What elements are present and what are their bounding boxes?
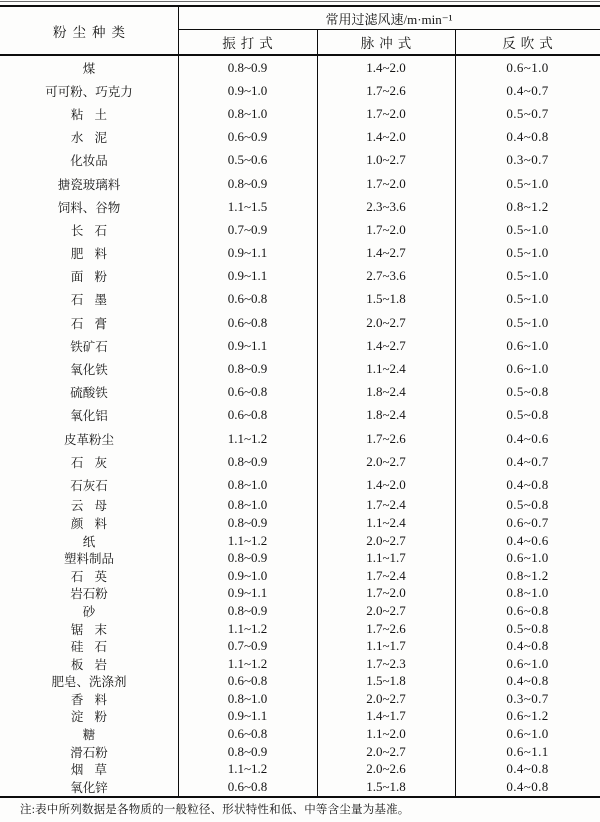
- dust-type-cell: 淀 粉: [70, 710, 108, 725]
- dust-type-cell: 石 膏: [70, 316, 108, 331]
- dust-type-cell: 岩石粉: [70, 587, 108, 602]
- speed-value-cell: 0.4~0.8: [506, 129, 549, 145]
- dust-type-cell: 可可粉、巧克力: [45, 84, 133, 99]
- speed-value-cell: 0.6~1.2: [506, 708, 549, 724]
- dust-type-cell: 糖: [82, 728, 96, 743]
- speed-value-cell: 2.0~2.7: [366, 453, 406, 469]
- speed-value-cell: 0.6~1.0: [506, 726, 549, 742]
- speed-value-cell: 0.4~0.7: [506, 82, 549, 98]
- speed-value-cell: 2.7~3.6: [366, 268, 406, 284]
- speed-value-cell: 0.5~1.0: [506, 268, 549, 284]
- table-row: [0, 126, 600, 149]
- speed-value-cell: 1.4~1.7: [366, 708, 406, 724]
- speed-value-cell: 2.0~2.6: [366, 761, 406, 777]
- col-header-dust-type: 粉尘种类: [53, 24, 131, 40]
- table-row: [0, 450, 600, 473]
- dust-type-cell: 粘 土: [70, 107, 108, 122]
- speed-value-cell: 2.0~2.7: [366, 602, 406, 618]
- table-row: [0, 102, 600, 125]
- speed-value-cell: 1.1~2.4: [366, 514, 406, 530]
- table-row: [0, 242, 600, 265]
- table-row: [0, 760, 600, 778]
- table-row: [0, 427, 600, 450]
- speed-value-cell: 0.5~1.0: [506, 245, 549, 261]
- speed-value-cell: 1.1~1.2: [227, 655, 268, 671]
- dust-type-cell: 氧化铁: [70, 363, 108, 378]
- dust-type-cell: 云 母: [70, 499, 108, 514]
- speed-value-cell: 1.7~2.6: [366, 620, 406, 636]
- table-row: [0, 532, 600, 550]
- speed-value-cell: 1.1~1.2: [227, 620, 268, 636]
- speed-value-cell: 0.3~0.7: [506, 152, 549, 168]
- dust-type-cell: 香 料: [70, 692, 108, 707]
- speed-value-cell: 0.6~0.9: [227, 129, 268, 145]
- speed-value-cell: 1.1~1.5: [227, 198, 268, 214]
- table-row: [0, 497, 600, 515]
- table-row: [0, 778, 600, 796]
- footnote: 注:表中所列数据是各物质的一般粒径、形状特性和低、中等含尘量为基准。: [20, 804, 410, 816]
- table-row: [0, 357, 600, 380]
- speed-value-cell: 0.6~1.0: [506, 59, 549, 75]
- speed-value-cell: 0.6~0.8: [227, 384, 268, 400]
- table-row: [0, 655, 600, 673]
- dust-type-cell: 铁矿石: [70, 339, 108, 354]
- speed-value-cell: 0.4~0.8: [506, 673, 549, 689]
- speed-value-cell: 1.4~2.7: [366, 245, 406, 261]
- speed-value-cell: 0.8~1.0: [227, 497, 268, 513]
- col-header-rapping-type: 振打式: [222, 36, 278, 51]
- speed-value-cell: 0.5~0.8: [506, 384, 549, 400]
- table-row: [0, 514, 600, 532]
- speed-value-cell: 0.4~0.8: [506, 476, 549, 492]
- speed-value-cell: 0.8~0.9: [227, 175, 268, 191]
- speed-value-cell: 0.8~0.9: [227, 550, 268, 566]
- speed-value-cell: 1.1~2.0: [366, 726, 406, 742]
- speed-value-cell: 1.8~2.4: [366, 384, 406, 400]
- speed-value-cell: 0.9~1.0: [227, 567, 268, 583]
- speed-value-cell: 0.5~1.0: [506, 221, 549, 237]
- dust-type-cell: 石灰石: [70, 478, 108, 493]
- speed-value-cell: 0.8~0.9: [227, 743, 268, 759]
- dust-type-cell: 氧化铝: [70, 409, 108, 424]
- speed-value-cell: 1.7~2.0: [366, 221, 406, 237]
- table-row: [0, 549, 600, 567]
- speed-value-cell: 0.4~0.6: [506, 430, 549, 446]
- dust-type-cell: 肥皂、洗涤剂: [51, 675, 127, 690]
- speed-value-cell: 0.6~0.8: [227, 778, 268, 794]
- dust-type-cell: 石 英: [70, 569, 108, 584]
- table-row: [0, 334, 600, 357]
- dust-type-cell: 化妆品: [70, 154, 108, 169]
- speed-value-cell: 0.5~0.8: [506, 407, 549, 423]
- speed-value-cell: 0.5~0.6: [227, 152, 268, 168]
- speed-value-cell: 0.9~1.1: [227, 245, 268, 261]
- vertical-rule-3: [455, 30, 456, 796]
- speed-value-cell: 1.4~2.0: [366, 59, 406, 75]
- speed-value-cell: 0.9~1.1: [227, 708, 268, 724]
- speed-value-cell: 1.7~2.0: [366, 105, 406, 121]
- speed-value-cell: 1.1~1.2: [227, 430, 268, 446]
- dust-type-cell: 塑料制品: [63, 552, 114, 567]
- speed-value-cell: 1.7~2.3: [366, 655, 406, 671]
- speed-value-cell: 0.8~0.9: [227, 453, 268, 469]
- top-rule-thin: [0, 1, 600, 2]
- dust-type-cell: 砂: [82, 604, 96, 619]
- speed-value-cell: 1.8~2.4: [366, 407, 406, 423]
- speed-value-cell: 0.9~1.0: [227, 82, 268, 98]
- dust-type-cell: 水 泥: [70, 131, 108, 146]
- speed-value-cell: 0.6~0.8: [227, 407, 268, 423]
- speed-value-cell: 0.5~1.0: [506, 291, 549, 307]
- speed-value-cell: 0.8~1.2: [506, 567, 549, 583]
- table-row: [0, 218, 600, 241]
- speed-value-cell: 0.5~1.0: [506, 314, 549, 330]
- speed-value-cell: 0.9~1.1: [227, 337, 268, 353]
- speed-value-cell: 0.6~0.8: [506, 602, 549, 618]
- dust-type-cell: 纸: [82, 534, 96, 549]
- dust-type-cell: 烟 草: [70, 763, 108, 778]
- table-row: [0, 473, 600, 496]
- speed-value-cell: 1.5~1.8: [366, 291, 406, 307]
- speed-value-cell: 0.6~1.0: [506, 361, 549, 377]
- speed-value-cell: 0.7~0.9: [227, 638, 268, 654]
- vertical-rule-2: [317, 30, 318, 796]
- speed-value-cell: 1.7~2.4: [366, 567, 406, 583]
- speed-value-cell: 1.4~2.0: [366, 129, 406, 145]
- dust-type-cell: 皮革粉尘: [63, 432, 114, 447]
- table-row: [0, 725, 600, 743]
- speed-value-cell: 1.7~2.6: [366, 82, 406, 98]
- table-body: [0, 56, 600, 796]
- table-row: [0, 743, 600, 761]
- dust-type-cell: 颜 料: [70, 516, 108, 531]
- table-row: [0, 620, 600, 638]
- dust-type-cell: 煤: [82, 61, 96, 76]
- speed-value-cell: 0.4~0.8: [506, 761, 549, 777]
- speed-value-cell: 1.4~2.7: [366, 337, 406, 353]
- speed-value-cell: 0.3~0.7: [506, 690, 549, 706]
- speed-value-cell: 0.8~1.0: [227, 690, 268, 706]
- speed-value-cell: 0.8~0.9: [227, 59, 268, 75]
- dust-type-cell: 长 石: [70, 223, 108, 238]
- table-row: [0, 288, 600, 311]
- speed-value-cell: 1.1~2.4: [366, 361, 406, 377]
- table-row: [0, 172, 600, 195]
- speed-value-cell: 0.8~1.0: [506, 585, 549, 601]
- dust-type-cell: 肥 料: [70, 247, 108, 262]
- dust-type-cell: 硫酸铁: [70, 386, 108, 401]
- speed-value-cell: 0.5~0.7: [506, 105, 549, 121]
- speed-value-cell: 1.1~1.7: [366, 550, 406, 566]
- filter-speed-table: [0, 5, 600, 798]
- speed-value-cell: 1.4~2.0: [366, 476, 406, 492]
- speed-value-cell: 0.6~1.1: [506, 743, 549, 759]
- table-row: [0, 265, 600, 288]
- speed-value-cell: 0.6~0.7: [506, 514, 549, 530]
- table-row: [0, 690, 600, 708]
- table-row: [0, 56, 600, 79]
- table-row: [0, 673, 600, 691]
- dust-type-cell: 氧化锌: [70, 780, 108, 795]
- speed-value-cell: 1.5~1.8: [366, 778, 406, 794]
- speed-value-cell: 1.7~2.4: [366, 497, 406, 513]
- table-header: [0, 7, 600, 56]
- sub-header-row: [178, 30, 600, 54]
- col-header-filter-speed: 常用过滤风速/m·min⁻¹: [178, 7, 600, 30]
- speed-value-cell: 2.0~2.7: [366, 690, 406, 706]
- speed-value-cell: 2.0~2.7: [366, 743, 406, 759]
- speed-value-cell: 0.8~0.9: [227, 514, 268, 530]
- speed-value-cell: 2.3~3.6: [366, 198, 406, 214]
- col-header-pulse-type: 脉冲式: [360, 36, 417, 51]
- speed-value-cell: 0.6~1.0: [506, 550, 549, 566]
- speed-value-cell: 0.5~1.0: [506, 175, 549, 191]
- speed-value-cell: 0.6~0.8: [227, 673, 268, 689]
- speed-value-cell: 0.5~0.8: [506, 497, 549, 513]
- table-row: [0, 149, 600, 172]
- speed-value-cell: 0.8~1.2: [506, 198, 549, 214]
- vertical-rule-1: [178, 7, 179, 796]
- table-row: [0, 381, 600, 404]
- speed-value-cell: 1.1~1.7: [366, 638, 406, 654]
- table-row: [0, 311, 600, 334]
- speed-value-cell: 0.4~0.6: [506, 532, 549, 548]
- table-row: [0, 79, 600, 102]
- speed-value-cell: 0.8~1.0: [227, 105, 268, 121]
- speed-value-cell: 0.6~1.0: [506, 655, 549, 671]
- speed-value-cell: 0.5~0.8: [506, 620, 549, 636]
- table-row: [0, 602, 600, 620]
- speed-value-cell: 1.5~1.8: [366, 673, 406, 689]
- dust-type-cell: 石 灰: [70, 455, 108, 470]
- speed-value-cell: 1.7~2.6: [366, 430, 406, 446]
- table-row: [0, 567, 600, 585]
- col-header-reverse-blow-type: 反吹式: [502, 36, 558, 51]
- dust-type-cell: 搪瓷玻璃料: [57, 177, 121, 192]
- table-row: [0, 195, 600, 218]
- table-row: [0, 585, 600, 603]
- speed-value-cell: 0.9~1.1: [227, 268, 268, 284]
- speed-value-cell: 0.6~0.8: [227, 291, 268, 307]
- speed-value-cell: 0.6~0.8: [227, 726, 268, 742]
- speed-value-cell: 1.1~1.2: [227, 761, 268, 777]
- dust-type-cell: 滑石粉: [70, 745, 108, 760]
- speed-value-cell: 0.8~0.9: [227, 361, 268, 377]
- speed-value-cell: 1.7~2.0: [366, 585, 406, 601]
- dust-type-cell: 饲料、谷物: [57, 200, 121, 215]
- dust-type-cell: 板 岩: [70, 657, 108, 672]
- speed-value-cell: 0.6~0.8: [227, 314, 268, 330]
- table-row: [0, 708, 600, 726]
- speed-value-cell: 0.9~1.1: [227, 585, 268, 601]
- dust-type-cell: 面 粉: [70, 270, 108, 285]
- speed-value-cell: 1.7~2.0: [366, 175, 406, 191]
- speed-value-cell: 0.4~0.8: [506, 778, 549, 794]
- speed-value-cell: 0.4~0.7: [506, 453, 549, 469]
- speed-value-cell: 1.0~2.7: [366, 152, 406, 168]
- speed-value-cell: 2.0~2.7: [366, 314, 406, 330]
- table-row: [0, 637, 600, 655]
- speed-value-cell: 0.4~0.8: [506, 638, 549, 654]
- speed-value-cell: 0.6~1.0: [506, 337, 549, 353]
- speed-value-cell: 1.1~1.2: [227, 532, 268, 548]
- speed-value-cell: 2.0~2.7: [366, 532, 406, 548]
- dust-type-cell: 硅 石: [70, 640, 108, 655]
- table-row: [0, 404, 600, 427]
- dust-type-cell: 锯 末: [70, 622, 108, 637]
- speed-value-cell: 0.8~1.0: [227, 476, 268, 492]
- speed-value-cell: 0.7~0.9: [227, 221, 268, 237]
- dust-type-cell: 石 墨: [70, 293, 108, 308]
- speed-value-cell: 0.8~0.9: [227, 602, 268, 618]
